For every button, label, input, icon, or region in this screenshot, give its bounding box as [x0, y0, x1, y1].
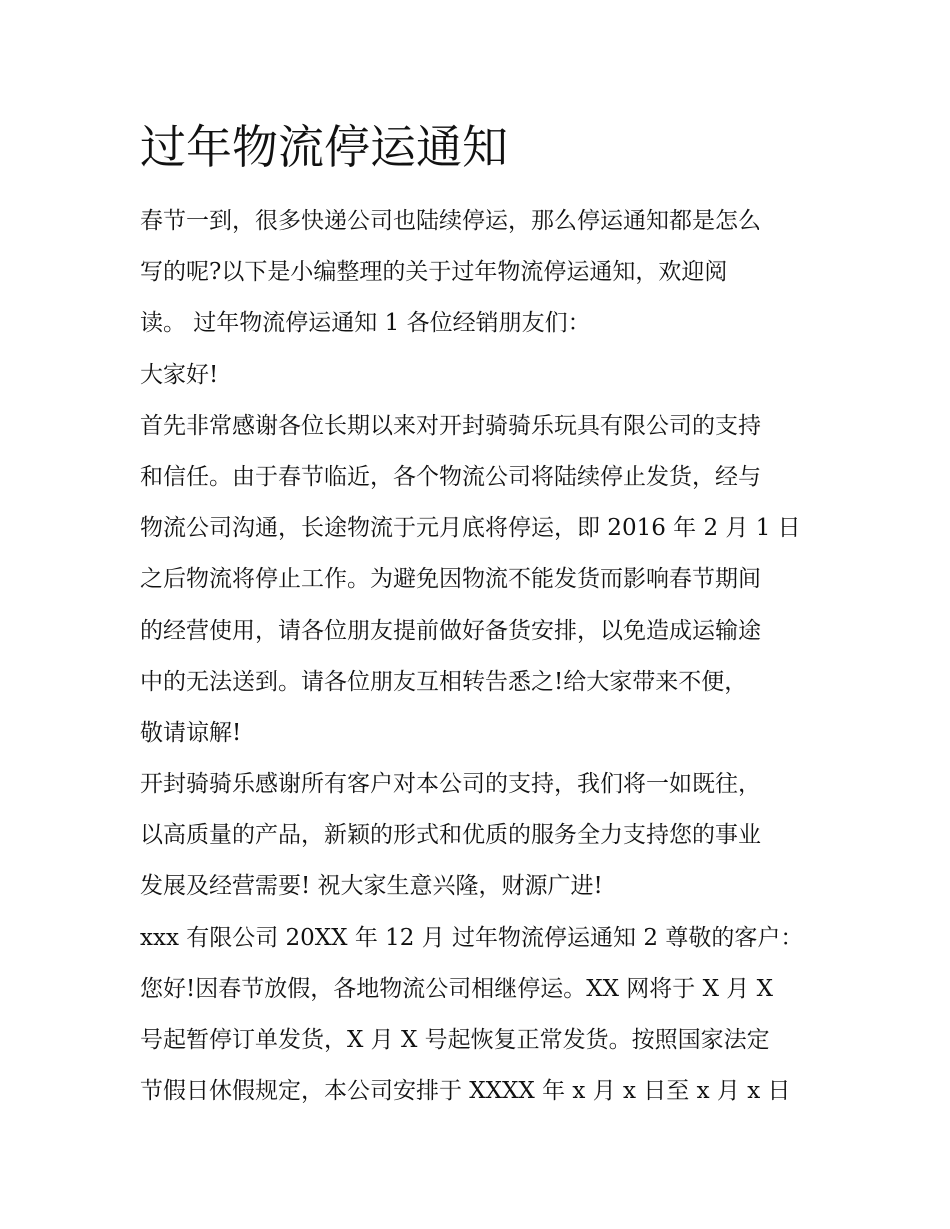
text-line: 首先非常感谢各位长期以来对开封骑骑乐玩具有限公司的支持 [140, 412, 761, 439]
text-line: 物流公司沟通，长途物流于元月底将停运，即 2016 年 2 月 1 日 [140, 515, 801, 542]
text-line: 的经营使用，请各位朋友提前做好备货安排，以免造成运输途 [140, 617, 761, 644]
text-line: 发展及经营需要! 祝大家生意兴隆，财源广进! [140, 873, 603, 900]
text-line: 之后物流将停止工作。为避免因物流不能发货而影响春节期间 [140, 566, 761, 593]
document-body [140, 196, 830, 1117]
text-line: 中的无法送到。请各位朋友互相转告悉之!给大家带来不便， [140, 668, 748, 695]
document-title: 过年物流停运通知 [140, 120, 508, 174]
text-line: 春节一到，很多快递公司也陆续停运，那么停运通知都是怎么 [140, 208, 761, 234]
text-line: 和信任。由于春节临近，各个物流公司将陆续停止发货，经与 [140, 463, 761, 490]
text-line: 大家好! [140, 361, 219, 388]
text-line: 您好!因春节放假，各地物流公司相继停运。XX 网将于 X 月 X [140, 975, 773, 1002]
text-line: 号起暂停订单发货，X 月 X 号起恢复正常发货。按照国家法定 [140, 1027, 770, 1053]
text-line: xxx 有限公司 20XX 年 12 月 过年物流停运通知 2 尊敬的客户： [140, 924, 804, 951]
text-line: 以高质量的产品，新颖的形式和优质的服务全力支持您的事业 [140, 822, 761, 849]
text-line: 开封骑骑乐感谢所有客户对本公司的支持，我们将一如既往， [140, 771, 761, 798]
text-line: 写的呢?以下是小编整理的关于过年物流停运通知，欢迎阅 [140, 259, 728, 286]
text-line: 敬请谅解! [140, 719, 242, 746]
text-line: 节假日休假规定，本公司安排于 XXXX 年 x 月 x 日至 x 月 x 日 [140, 1078, 791, 1105]
text-line: 读。 过年物流停运通知 1 各位经销朋友们： [140, 310, 591, 337]
